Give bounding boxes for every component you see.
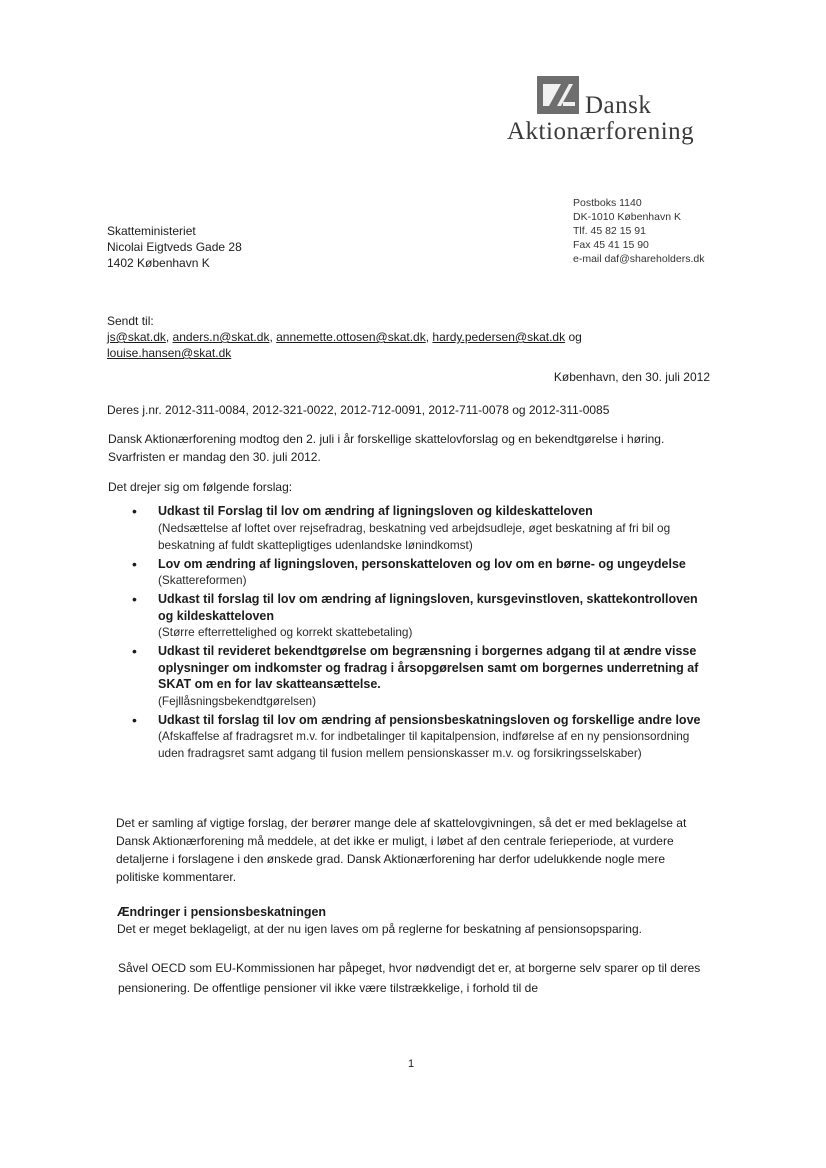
logo-text-dansk: Dansk [585, 92, 652, 119]
reference-values: 2012-311-0084, 2012-321-0022, 2012-712-0091, 2012-711-0078 og 2012-311-0085 [165, 403, 610, 417]
sender-address-line: Tlf. 45 82 15 91 [573, 225, 646, 237]
separator: , [269, 330, 277, 344]
recipient-line: Skatteministeriet [107, 224, 196, 238]
proposal-title: • Udkast til Forslag til lov om ændring af ligningsloven og kildeskatteloven [158, 504, 593, 518]
proposal-title: • Udkast til forslag til lov om ændring af pensionsbeskatningsloven og forskellige andre love [158, 712, 701, 727]
email-link[interactable]: js@skat.dk [107, 330, 166, 344]
final-paragraph: Såvel OECD som EU-Kommissionen har påpeget, hvor nødvendigt det er, at borgerne selv sparer op til deres pensionering. De offentlige pensioner vil ikke være tilstrækkelige, i forhold til de [118, 961, 701, 995]
proposal-subtitle: (Skattereformen) [158, 573, 247, 587]
email-link[interactable]: louise.hansen@skat.dk [107, 346, 232, 360]
proposal-title: • Udkast til revideret bekendtgørelse om begrænsning i borgernes adgang til at ændre visse oplysninger om indkomster og fradrag i årsopgørelsen samt om borgernes underretning af SKAT om en for lav skatteansættelse. [158, 644, 699, 691]
section-paragraph: Det er meget beklageligt, at der nu igen laves om på reglerne for beskatning af pensionsopsparing. [117, 922, 642, 936]
intro-paragraph: Dansk Aktionærforening modtog den 2. juli i år forskellige skattelovforslag og en bekendtgørelse i høring. Svarfristen er mandag den 30. juli 2012. [108, 432, 665, 464]
list-item [130, 556, 715, 590]
proposal-title: • Lov om ændring af ligningsloven, personskatteloven og lov om en børne- og ungeydelse [158, 556, 686, 571]
proposals-list [130, 503, 715, 764]
organization-logo [507, 76, 727, 156]
sent-to-block [107, 313, 667, 361]
letter-date: København, den 30. juli 2012 [553, 370, 710, 384]
list-item [130, 591, 715, 641]
reference-numbers [107, 403, 609, 417]
list-item [130, 643, 715, 710]
list-item [130, 503, 715, 554]
sent-to-label: Sendt til: [107, 314, 154, 328]
sender-address-line: Postboks 1140 [573, 197, 642, 209]
proposal-subtitle: (Fejllåsningsbekendtgørelsen) [158, 693, 317, 708]
section-heading: Ændringer i pensionsbeskatningen [117, 905, 327, 919]
logo-text-aktionaerforening: Aktionærforening [507, 118, 695, 145]
recipient-address [107, 223, 242, 271]
sender-address-line: DK-1010 København K [573, 211, 681, 223]
list-item [130, 712, 715, 763]
separator: , [165, 330, 173, 344]
email-link[interactable]: anders.n@skat.dk [172, 330, 270, 344]
proposal-subtitle: (Større efterrettelighed og korrekt skattebetaling) [158, 625, 413, 639]
proposal-subtitle: (Afskaffelse af fradragsret m.v. for indbetalinger til kapitalpension, indførelse af en ny pensionsordning uden fradragsret samt adgang til fusion mellem pensionskasser m.v. og forsikringsselskaber) [158, 729, 690, 760]
sent-to-emails [107, 329, 667, 361]
sender-email: e-mail daf@shareholders.dk [573, 253, 705, 265]
comment-paragraph: Det er samling af vigtige forslag, der berører mange dele af skattelovgivningen, så det er med beklagelse at Dansk Aktionærforening må meddele, at det ikke er muligt, i løbet af den centrale ferieperiode, at vurdere detaljerne i forslagene i den ønskede grad. Dansk Aktionærforening har derfor udelukkende nogle mere politiske kommentarer. [116, 816, 687, 884]
email-link[interactable]: hardy.pedersen@skat.dk [432, 330, 566, 344]
separator: , [425, 330, 433, 344]
proposal-title: • Udkast til forslag til lov om ændring af ligningsloven, kursgevinstloven, skattekontrolloven og kildeskatteloven [158, 592, 698, 623]
daf-logo-mark-icon [537, 76, 579, 114]
proposal-subtitle: (Nedsættelse af loftet over rejsefradrag, beskatning ved arbejdsudleje, øget beskatning af fri bil og beskatning af fuldt skattepligtiges udenlandske lønindkomst) [158, 520, 671, 552]
sender-address-line: Fax 45 41 15 90 [573, 239, 649, 251]
email-link[interactable]: annemette.ottosen@skat.dk [276, 330, 426, 344]
proposals-intro: Det drejer sig om følgende forslag: [108, 480, 293, 494]
reference-label: Deres j.nr. [107, 403, 162, 417]
recipient-line: Nicolai Eigtveds Gade 28 [107, 240, 242, 254]
conjunction: og [565, 330, 582, 344]
page-number: 1 [408, 1058, 415, 1070]
sender-address [573, 196, 704, 266]
recipient-line: 1402 København K [107, 256, 210, 270]
